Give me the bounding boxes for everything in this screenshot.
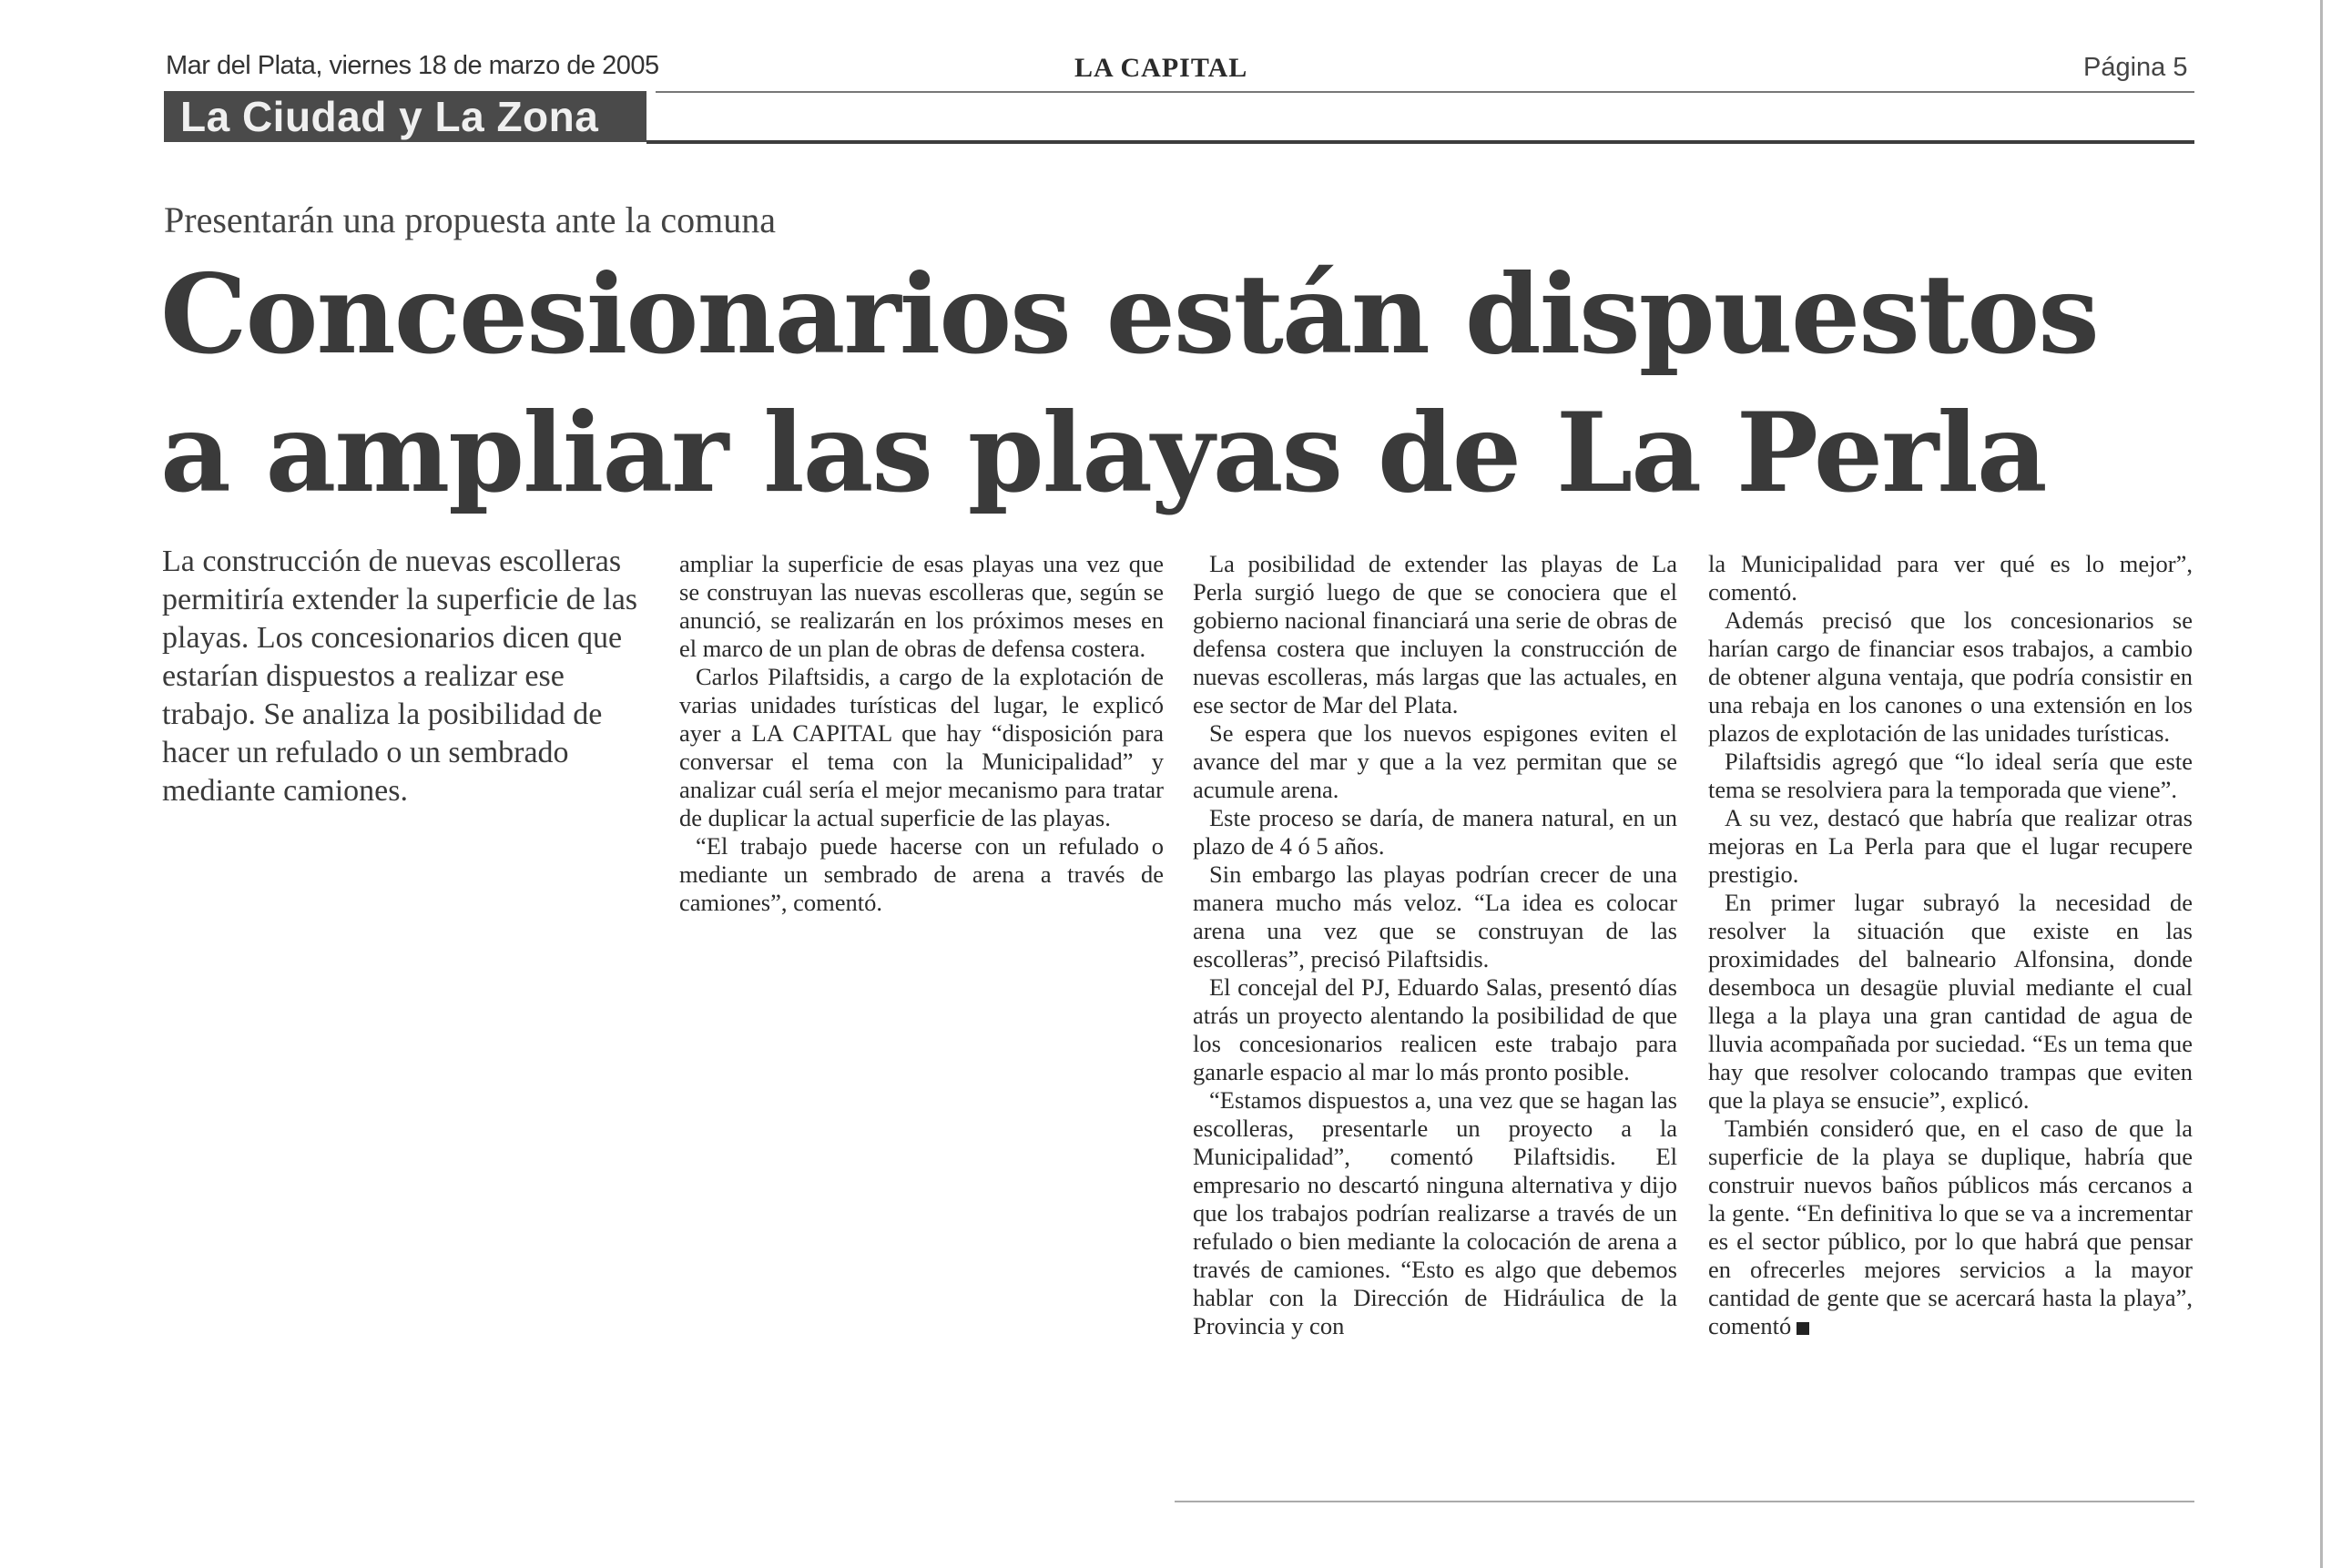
- paragraph: Pilaftsidis agregó que “lo ideal sería que este tema se resolviera para la temporada que viene”.: [1708, 748, 2193, 803]
- paragraph: A su vez, destacó que habría que realizar otras mejoras en La Perla para que el lugar recupere prestigio.: [1708, 804, 2193, 888]
- end-of-article-mark: [1797, 1322, 1809, 1335]
- section-rule: [646, 140, 2194, 144]
- article-column-2: [1193, 550, 1677, 1340]
- paragraph: “El trabajo puede hacerse con un refulado o mediante un sembrado de arena a través de camiones”, comentó.: [679, 832, 1164, 916]
- article-lead: La construcción de nuevas escolleras permitiría extender la superficie de las playas. Los concesionarios dicen que estarían dispuestos a realizar ese trabajo. Se analiza la posibilidad de hacer un refulado o un sembrado mediante camiones.: [162, 545, 638, 808]
- section-label: La Ciudad y La Zona: [164, 91, 646, 142]
- paragraph: Sin embargo las playas podrían crecer de una manera mucho más veloz. “La idea es colocar arena una vez que se construyan de las escolleras”, precisó Pilaftsidis.: [1193, 860, 1677, 972]
- paragraph: “Estamos dispuestos a, una vez que se hagan las escolleras, presentarle un proyecto a la Municipalidad”, comentó Pilaftsidis. El empresario no descartó ninguna alternativa y dijo que los trabajos podrían realizarse a través de un refulado o bien mediante la colocación de arena a través de camiones. “Esto es algo que debemos hablar con la Dirección de Hidráulica de la Provincia y con: [1193, 1086, 1677, 1339]
- paragraph: Se espera que los nuevos espigones eviten el avance del mar y que a la vez permitan que se acumule arena.: [1193, 719, 1677, 803]
- paragraph: La posibilidad de extender las playas de La Perla surgió luego de que se conociera que el gobierno nacional financiará una serie de obras de defensa costera que incluyen la construcción de nuevas escolleras, más largas que las actuales, en ese sector de Mar del Plata.: [1193, 550, 1677, 718]
- newspaper-name: LA CAPITAL: [1074, 53, 1248, 83]
- footer-rule: [1175, 1501, 2194, 1502]
- headline-line-1: Concesionarios están dispuestos: [160, 250, 2098, 379]
- article-column-3: [1708, 550, 2193, 1340]
- scan-edge: [2320, 0, 2323, 1568]
- header-rule: [656, 91, 2194, 93]
- paragraph: la Municipalidad para ver qué es lo mejor”, comentó.: [1708, 550, 2193, 606]
- page-number: Página 5: [2083, 53, 2188, 82]
- paragraph: En primer lugar subrayó la necesidad de resolver la situación que existe en las proximidades del balneario Alfonsina, donde desemboca un desagüe pluvial mediante el cual llega a la playa una gran cantidad de agua de lluvia acompañada por suciedad. “Es un tema que hay que resolver colocando trampas que eviten que la playa se ensucie”, explicó.: [1708, 889, 2193, 1114]
- headline-line-2: a ampliar las playas de La Perla: [160, 389, 2046, 517]
- paragraph-text: También consideró que, en el caso de que la superficie de la playa se duplique, habría que construir nuevos baños públicos más cercanos a la gente. “En definitiva lo que se va a incrementar es el sector público, por lo que habrá que pensar en ofrecerles mejores servicios a la mayor cantidad de gente que se acercará hasta la playa”, comentó: [1708, 1115, 2193, 1339]
- paragraph: Además precisó que los concesionarios se harían cargo de financiar esos trabajos, a cambio de obtener alguna ventaja, que podría consistir en una rebaja en los canones o una extensión en los plazos de explotación de las unidades turísticas.: [1708, 606, 2193, 747]
- paragraph: ampliar la superficie de esas playas una vez que se construyan las nuevas escolleras que, según se anunció, se realizarán en los próximos meses en el marco de un plan de obras de defensa costera.: [679, 550, 1164, 662]
- article-column-1: [679, 550, 1164, 917]
- article-kicker: Presentarán una propuesta ante la comuna: [164, 199, 776, 240]
- article-headline: [160, 246, 2209, 523]
- paragraph: Carlos Pilaftsidis, a cargo de la explotación de varias unidades turísticas del lugar, le explicó ayer a LA CAPITAL que hay “disposición para conversar el tema con la Municipalidad” y analizar cuál sería el mejor mecanismo para tratar de duplicar la actual superficie de las playas.: [679, 663, 1164, 831]
- paragraph: El concejal del PJ, Eduardo Salas, presentó días atrás un proyecto alentando la posibilidad de que los concesionarios realicen este trabajo para ganarle espacio al mar lo más pronto posible.: [1193, 973, 1677, 1085]
- paragraph-last: [1708, 1115, 2193, 1340]
- paragraph: Este proceso se daría, de manera natural, en un plazo de 4 ó 5 años.: [1193, 804, 1677, 860]
- dateline: Mar del Plata, viernes 18 de marzo de 2005: [166, 51, 659, 80]
